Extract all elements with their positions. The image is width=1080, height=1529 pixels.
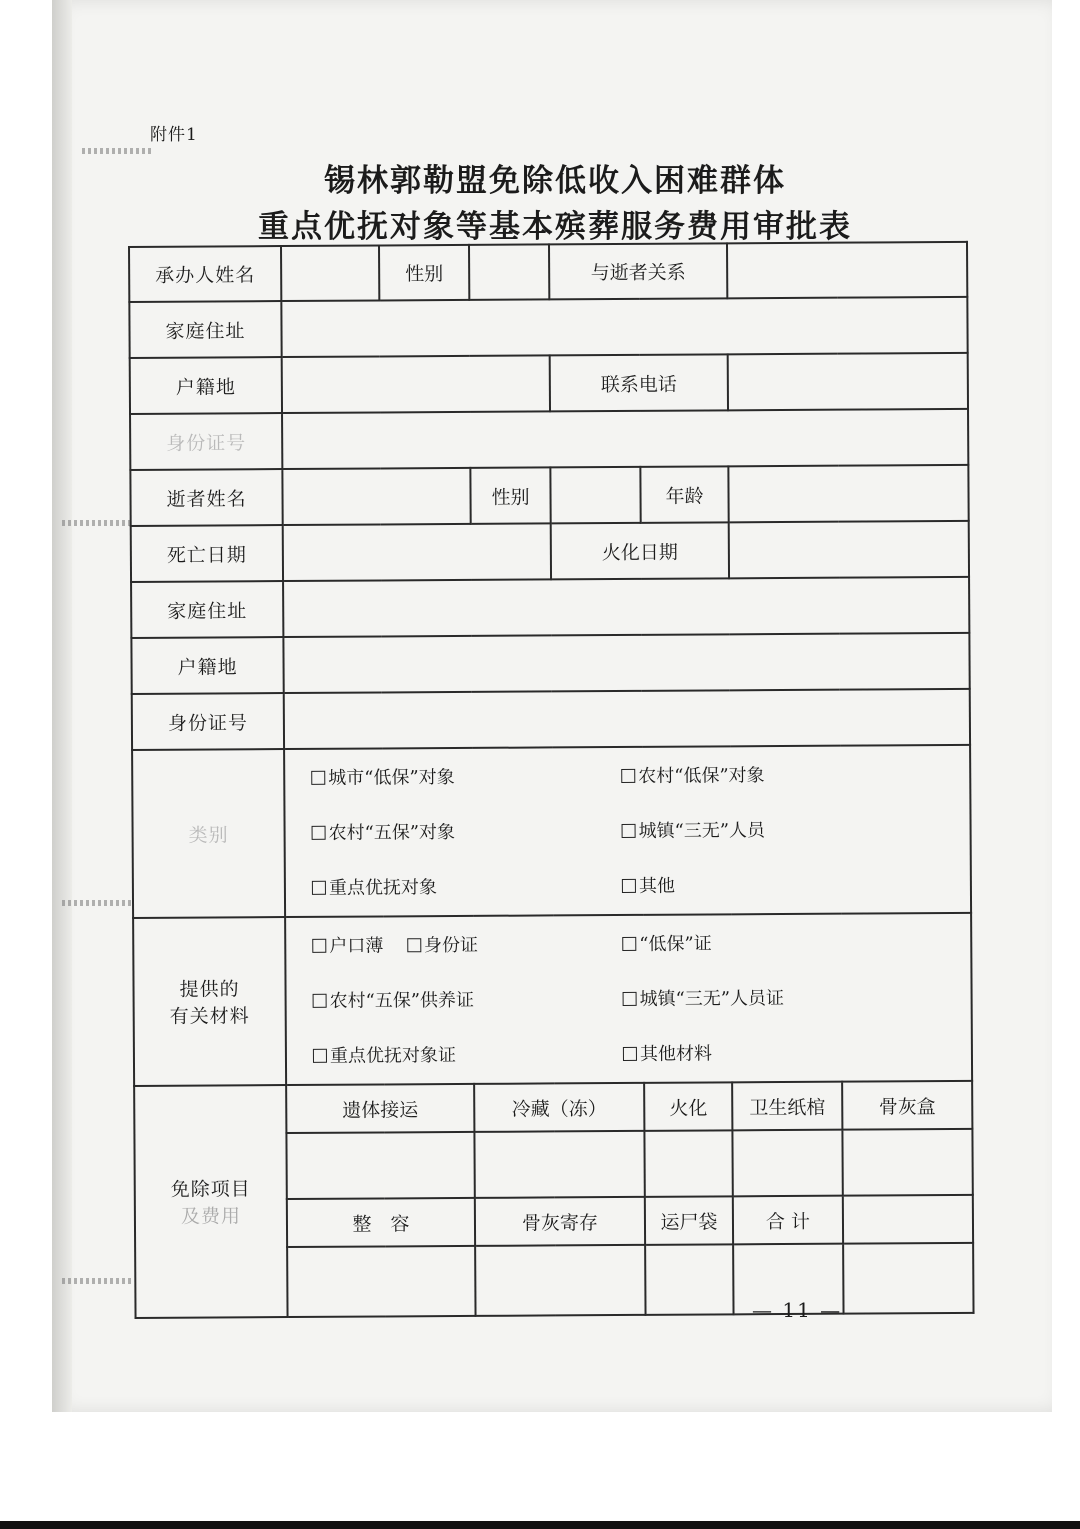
scan-mark (62, 900, 132, 906)
deceased-hukou-field[interactable] (283, 633, 969, 693)
binding-edge (52, 0, 72, 1412)
checkbox-icon[interactable] (312, 880, 326, 894)
checkbox-icon[interactable] (312, 938, 326, 952)
applicant-hukou-field[interactable] (282, 355, 550, 413)
fee-value-cell[interactable] (645, 1244, 733, 1315)
applicant-id-label: 身份证号 (130, 413, 282, 470)
applicant-address-field[interactable] (281, 297, 967, 357)
fee-header: 运尸袋 (645, 1196, 733, 1245)
deceased-gender-label: 性别 (470, 467, 550, 523)
phone-field[interactable] (728, 353, 968, 410)
deceased-name-label: 逝者姓名 (130, 469, 282, 526)
applicant-name-field[interactable] (281, 245, 379, 301)
checkbox-icon[interactable] (313, 993, 327, 1007)
category-option[interactable]: 城市“低保”对象 (311, 748, 621, 805)
deceased-id-label: 身份证号 (132, 693, 284, 750)
checkbox-icon[interactable] (407, 938, 421, 952)
category-option[interactable]: 重点优抚对象 (312, 858, 622, 915)
fee-header: 卫生纸棺 (732, 1082, 842, 1131)
fee-value-cell[interactable] (732, 1130, 842, 1197)
title-line-2: 重点优抚对象等基本殡葬服务费用审批表 (258, 209, 852, 245)
fee-header: 合 计 (733, 1196, 843, 1245)
checkbox-icon[interactable] (312, 825, 326, 839)
material-option[interactable]: “低保”证 (622, 915, 922, 972)
relation-label: 与逝者关系 (549, 243, 727, 299)
fee-value-cell[interactable] (475, 1245, 645, 1316)
cremation-date-label: 火化日期 (551, 522, 729, 579)
fee-header: 骨灰盒 (842, 1081, 972, 1130)
category-option[interactable]: 其他 (622, 857, 922, 914)
material-option[interactable]: 农村“五保”供养证 (312, 971, 622, 1028)
cremation-date-field[interactable] (729, 521, 969, 578)
checkbox-icon[interactable] (623, 991, 637, 1005)
applicant-gender-label: 性别 (379, 245, 469, 301)
bottom-bar (0, 1521, 1080, 1529)
material-option[interactable]: 身份证 (407, 934, 478, 955)
death-date-field[interactable] (283, 523, 551, 581)
fee-header: 火化 (644, 1082, 732, 1131)
deceased-address-label: 家庭住址 (131, 581, 283, 638)
category-option[interactable]: 农村“低保”对象 (621, 747, 921, 804)
fee-value-cell[interactable] (474, 1131, 644, 1198)
document-title (140, 158, 970, 250)
scan-mark (62, 1278, 132, 1284)
category-option[interactable]: 城镇“三无”人员 (621, 802, 921, 859)
fee-header (843, 1195, 973, 1244)
checkbox-icon[interactable] (313, 1048, 327, 1062)
relation-field[interactable] (727, 242, 967, 298)
title-line-1: 锡林郭勒盟免除低收入困难群体 (324, 163, 786, 199)
category-options (284, 745, 971, 917)
materials-label-line1: 提供的 (179, 978, 240, 1001)
checkbox-icon[interactable] (311, 770, 325, 784)
fee-value-cell[interactable] (286, 1132, 474, 1199)
checkbox-icon[interactable] (623, 1046, 637, 1060)
checkbox-icon[interactable] (622, 936, 636, 950)
materials-label-line2: 有关材料 (169, 1005, 250, 1028)
fees-label (134, 1085, 287, 1318)
checkbox-icon[interactable] (622, 878, 636, 892)
death-date-label: 死亡日期 (131, 525, 283, 582)
materials-label (133, 917, 286, 1086)
fee-header: 骨灰寄存 (475, 1197, 645, 1246)
attachment-label: 附件1 (150, 125, 198, 145)
material-option[interactable]: 其他材料 (623, 1025, 923, 1082)
deceased-gender-field[interactable] (550, 467, 640, 524)
phone-label: 联系电话 (550, 354, 728, 411)
fees-label-line2: 及费用 (180, 1205, 241, 1228)
age-field[interactable] (728, 465, 968, 522)
deceased-hukou-label: 户籍地 (131, 637, 283, 694)
deceased-id-field[interactable] (284, 689, 970, 749)
material-option[interactable]: 户口薄 (312, 935, 383, 956)
applicant-name-label: 承办人姓名 (129, 246, 281, 302)
deceased-address-field[interactable] (283, 577, 969, 637)
applicant-row (129, 242, 967, 302)
applicant-gender-field[interactable] (469, 244, 549, 299)
deceased-name-field[interactable] (282, 468, 470, 525)
fee-header: 冷藏（冻） (474, 1083, 644, 1132)
scan-mark (82, 148, 152, 154)
scan-mark (62, 520, 132, 526)
materials-options (285, 913, 972, 1085)
applicant-hukou-label: 户籍地 (130, 357, 282, 414)
materials-option-pair (312, 916, 622, 973)
fee-value-cell[interactable] (842, 1129, 972, 1196)
category-option[interactable]: 农村“五保”对象 (311, 803, 621, 860)
approval-form-table (128, 241, 975, 1319)
material-option[interactable]: 重点优抚对象证 (313, 1026, 623, 1083)
fees-label-line1: 免除项目 (170, 1178, 251, 1201)
material-option[interactable]: 城镇“三无”人员证 (622, 970, 922, 1027)
applicant-address-label: 家庭住址 (129, 301, 281, 358)
fee-value-cell[interactable] (843, 1243, 973, 1314)
category-label: 类别 (132, 749, 285, 918)
page-number: — 11 — (752, 1298, 843, 1322)
checkbox-icon[interactable] (621, 768, 635, 782)
applicant-id-field[interactable] (282, 409, 968, 469)
fee-value-cell[interactable] (644, 1130, 732, 1197)
fee-header: 遗体接运 (286, 1084, 474, 1133)
checkbox-icon[interactable] (622, 823, 636, 837)
fee-header: 整 容 (287, 1198, 475, 1247)
age-label: 年龄 (640, 466, 728, 523)
fee-value-cell[interactable] (287, 1246, 475, 1317)
